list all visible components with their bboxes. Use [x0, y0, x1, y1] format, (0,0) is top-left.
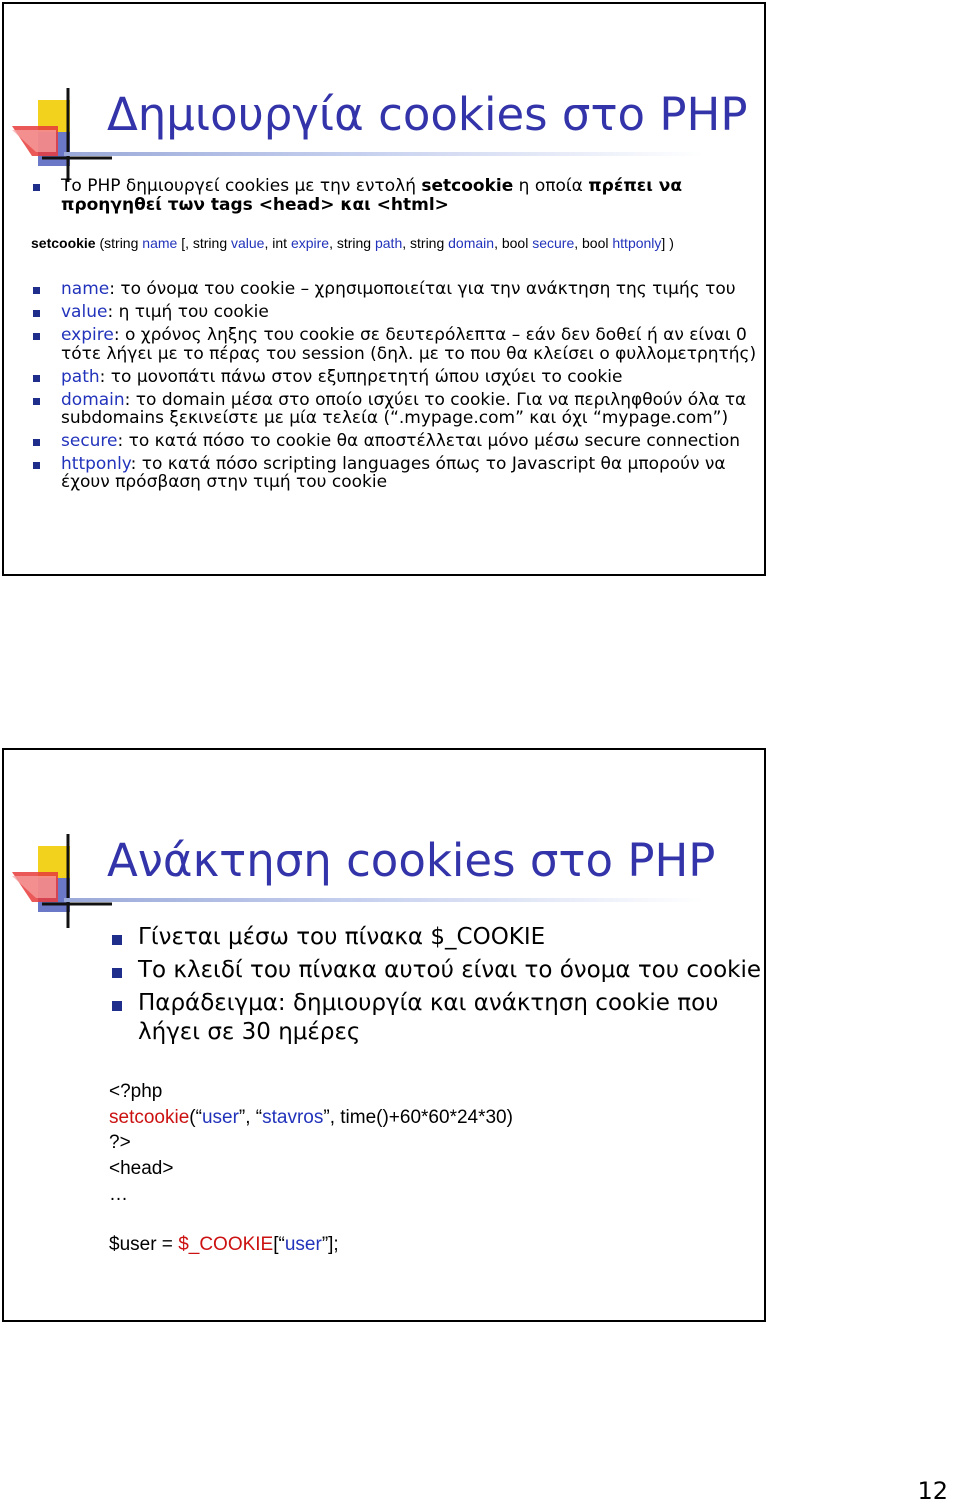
- signature-text: , int: [264, 235, 291, 251]
- signature-fn: setcookie: [31, 235, 96, 251]
- code-line: [109, 1107, 513, 1129]
- code-text: ”, “: [238, 1107, 263, 1128]
- param-key: value: [61, 302, 108, 322]
- bullet-item: Το κλειδί του πίνακα αυτού είναι το όνομα του cookie: [138, 957, 762, 983]
- code-line: <head>: [109, 1158, 174, 1179]
- signature-text: , bool: [574, 235, 613, 251]
- bullet-icon: [33, 184, 40, 191]
- bullet-icon: [112, 1001, 122, 1011]
- intro-text: Το PHP δημιουργεί cookies με την εντολή: [61, 176, 422, 196]
- code-text: $user =: [109, 1234, 179, 1255]
- param-item-expire: [61, 326, 747, 345]
- param-desc: : το μονοπάτι πάνω στον εξυπηρετητή ώπου ισχύει το cookie: [99, 367, 623, 387]
- param-desc: : το κατά πόσο το cookie θα αποστέλλεται μόνο μέσω secure connection: [117, 431, 741, 451]
- bullet-icon: [112, 935, 122, 945]
- code-line: <?php: [109, 1081, 163, 1102]
- slide-title: Δημιουργία cookies στο PHP: [107, 88, 748, 141]
- signature-param: expire: [290, 235, 330, 251]
- code-string: user: [284, 1234, 322, 1255]
- code-string: stavros: [262, 1107, 324, 1128]
- param-item-secure: [61, 432, 740, 451]
- bullet-icon: [33, 287, 40, 294]
- slide-decoration-icon: [12, 86, 112, 182]
- signature-param: secure: [532, 235, 575, 251]
- param-item-expire-cont: [61, 345, 756, 364]
- bullet-item: Γίνεται μέσω του πίνακα $_COOKIE: [138, 924, 546, 950]
- signature-param: path: [374, 235, 403, 251]
- param-item-domain-cont: [61, 409, 728, 428]
- bullet-icon: [33, 462, 40, 469]
- code-line: …: [109, 1184, 128, 1205]
- code-text: (“: [189, 1107, 202, 1128]
- param-desc: έχουν πρόσβαση στην τιμή του cookie: [61, 472, 388, 492]
- signature-param: httponly: [612, 235, 662, 251]
- slide-1: [2, 2, 766, 576]
- slide-title: Ανάκτηση cookies στο PHP: [107, 834, 716, 887]
- param-item-name: [61, 280, 736, 299]
- bullet-icon: [33, 375, 40, 382]
- param-desc: τότε λήγει με το πέρας του session (δηλ. με το που θα κλείσει ο φυλλομετρητής): [61, 344, 757, 364]
- intro-line-1: [61, 177, 682, 196]
- code-string: user: [201, 1107, 239, 1128]
- param-key: expire: [61, 325, 114, 345]
- param-key: path: [61, 367, 100, 387]
- code-line: [109, 1234, 339, 1256]
- intro-line-2: [61, 196, 449, 215]
- param-key: httponly: [61, 454, 131, 474]
- function-signature: [31, 235, 674, 251]
- code-text: ”];: [321, 1234, 339, 1255]
- bullet-item-cont: λήγει σε 30 ημέρες: [138, 1019, 361, 1045]
- signature-text: [, string: [177, 235, 231, 251]
- title-underline: [64, 898, 704, 902]
- bullet-icon: [33, 333, 40, 340]
- param-key: domain: [61, 390, 125, 410]
- param-desc: subdomains ξεκινείστε με μία τελεία (“.mypage.com” και όχι “mypage.com”): [61, 408, 729, 428]
- code-text: [“: [273, 1234, 285, 1255]
- param-desc: : η τιμή του cookie: [107, 302, 269, 322]
- slide-decoration-icon: [12, 832, 112, 928]
- param-key: secure: [61, 431, 118, 451]
- code-var: $_COOKIE: [178, 1234, 274, 1255]
- param-item-httponly-cont: [61, 473, 387, 492]
- slide-2: [2, 748, 766, 1322]
- param-desc: : ο χρόνος ληξης του cookie σε δευτερόλεπτα – εάν δεν δοθεί ή αν είναι 0: [113, 325, 747, 345]
- page-number: 12: [917, 1477, 948, 1505]
- signature-param: name: [142, 235, 178, 251]
- code-fn: setcookie: [109, 1107, 190, 1128]
- intro-emphasis: προηγηθεί των tags <head> και <html>: [61, 195, 449, 215]
- code-line: ?>: [109, 1132, 131, 1153]
- signature-param: domain: [448, 235, 495, 251]
- param-desc: : το κατά πόσο scripting languages όπως το Javascript θα μπορούν να: [130, 454, 726, 474]
- signature-text: , string: [329, 235, 375, 251]
- intro-text: η οποία: [513, 176, 589, 196]
- bullet-icon: [112, 968, 122, 978]
- param-desc: : το domain μέσα στο οποίο ισχύει το cookie. Για να περιληφθούν όλα τα: [124, 390, 747, 410]
- param-item-path: [61, 368, 622, 387]
- bullet-icon: [33, 439, 40, 446]
- bullet-icon: [33, 398, 40, 405]
- param-item-value: [61, 303, 269, 322]
- param-desc: : το όνομα του cookie – χρησιμοποιείται για την ανάκτηση της τιμής του: [109, 279, 736, 299]
- bullet-item: Παράδειγμα: δημιουργία και ανάκτηση cookie που: [138, 990, 719, 1016]
- signature-text: ] ): [661, 235, 674, 251]
- signature-text: , string: [402, 235, 449, 251]
- signature-text: (string: [95, 235, 143, 251]
- intro-emphasis: πρέπει να: [588, 176, 683, 196]
- param-key: name: [61, 279, 110, 299]
- code-text: ”, time()+60*60*24*30): [323, 1107, 513, 1128]
- bullet-icon: [33, 310, 40, 317]
- signature-text: , bool: [494, 235, 533, 251]
- signature-param: value: [231, 235, 265, 251]
- title-underline: [64, 152, 704, 156]
- intro-keyword: setcookie: [421, 176, 514, 196]
